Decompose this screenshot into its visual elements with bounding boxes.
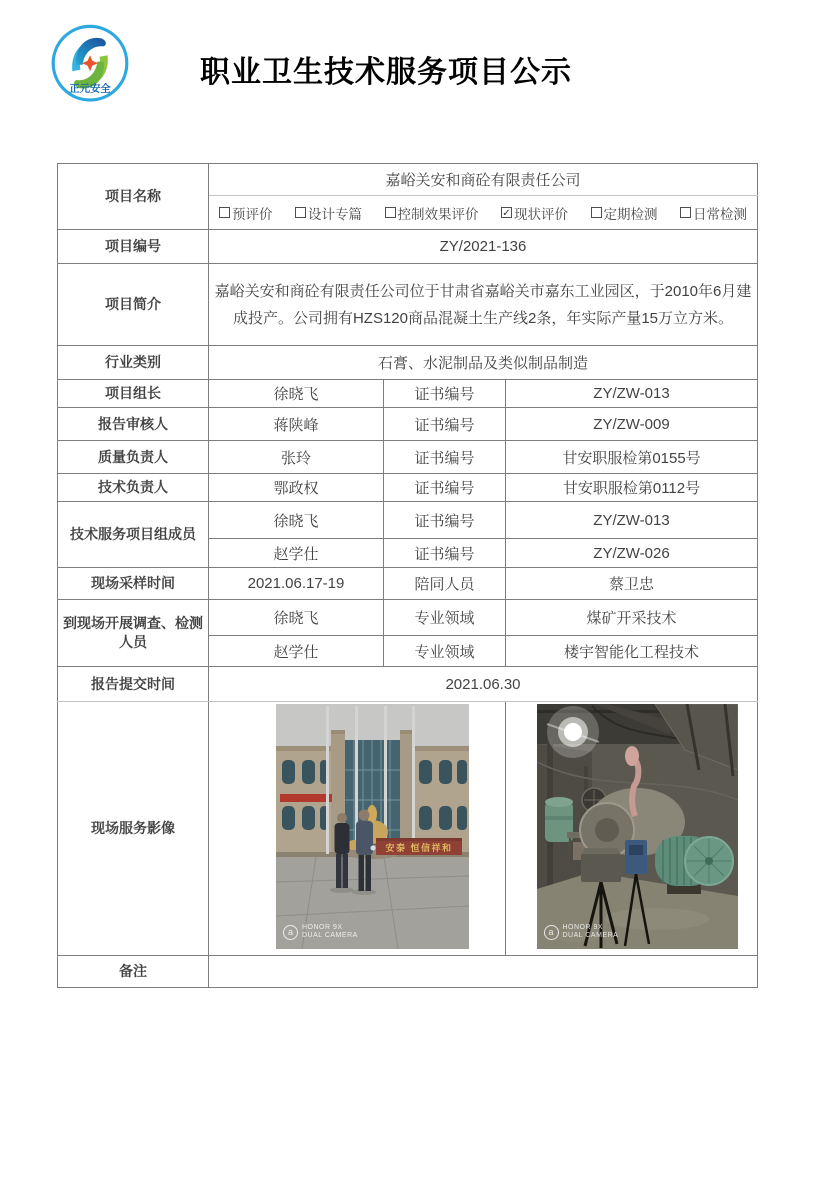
row-label-project-name: 项目名称 xyxy=(58,164,209,230)
team-member-cert: ZY/ZW-013 xyxy=(506,502,758,539)
investigator-name: 徐晓飞 xyxy=(209,600,384,636)
service-type-option xyxy=(295,203,362,223)
team-member-name: 徐晓飞 xyxy=(209,502,384,539)
project-no-value: ZY/2021-136 xyxy=(209,230,758,264)
project-intro-text: 嘉峪关安和商砼有限责任公司位于甘肃省嘉峪关市嘉东工业园区，于2010年6月建成投产。公司拥有HZS120商品混凝土生产线2条，年实际产量15万立方米。 xyxy=(209,264,758,346)
project-leader-cert: ZY/ZW-013 xyxy=(506,380,758,408)
project-info-table xyxy=(57,163,758,988)
watermark-line2: DUAL CAMERA xyxy=(562,932,619,939)
service-type-label: 预评价 xyxy=(232,206,273,222)
checkbox-icon xyxy=(385,207,396,218)
investigator-field: 煤矿开采技术 xyxy=(506,600,758,636)
industry-value: 石膏、水泥制品及类似制品制造 xyxy=(209,346,758,380)
company-logo xyxy=(50,21,130,115)
service-type-cell xyxy=(209,196,758,230)
companion-name: 蔡卫忠 xyxy=(506,568,758,600)
service-type-label: 现状评价 xyxy=(514,206,568,222)
row-label-tech-manager: 技术负责人 xyxy=(58,474,209,502)
row-label-investigators: 到现场开展调查、检测人员 xyxy=(58,600,209,667)
row-label-team: 技术服务项目组成员 xyxy=(58,502,209,568)
row-label-report-reviewer: 报告审核人 xyxy=(58,408,209,441)
company-name: 嘉峪关安和商砼有限责任公司 xyxy=(209,164,758,196)
service-type-label: 设计专篇 xyxy=(308,206,362,222)
page-title: 职业卫生技术服务项目公示 xyxy=(200,56,572,89)
row-label-project-leader: 项目组长 xyxy=(58,380,209,408)
checkbox-checked-icon: ✓ xyxy=(502,208,511,219)
tech-manager-name: 鄂政权 xyxy=(209,474,384,502)
watermark-line1: HONOR 9X xyxy=(562,924,604,931)
cert-no-label: 证书编号 xyxy=(384,474,506,502)
investigator-field: 楼宇智能化工程技术 xyxy=(506,636,758,667)
watermark-line2: DUAL CAMERA xyxy=(302,932,358,939)
site-photo-building xyxy=(276,704,469,949)
field-label: 专业领域 xyxy=(384,600,506,636)
project-leader-name: 徐晓飞 xyxy=(209,380,384,408)
cert-no-label: 证书编号 xyxy=(384,539,506,568)
tech-manager-cert: 甘安职服检第0112号 xyxy=(506,474,758,502)
photo-cell-right xyxy=(506,702,758,956)
photo-watermark xyxy=(283,924,358,940)
logo-text: 正元安全 xyxy=(69,84,111,95)
investigator-name: 赵学仕 xyxy=(209,636,384,667)
service-type-option xyxy=(501,203,568,223)
team-member-cert: ZY/ZW-026 xyxy=(506,539,758,568)
service-type-label: 日常检测 xyxy=(693,206,747,222)
checkbox-icon xyxy=(219,207,230,218)
row-label-remarks: 备注 xyxy=(58,956,209,988)
report-reviewer-name: 蒋陕峰 xyxy=(209,408,384,441)
row-label-project-intro: 项目简介 xyxy=(58,264,209,346)
row-label-quality-manager: 质量负责人 xyxy=(58,441,209,474)
photo-watermark xyxy=(544,924,619,940)
quality-manager-name: 张玲 xyxy=(209,441,384,474)
service-type-option xyxy=(591,203,658,223)
watermark-line1: HONOR 9X xyxy=(302,924,343,931)
honor-logo-icon: a xyxy=(283,925,298,940)
row-label-project-no: 项目编号 xyxy=(58,230,209,264)
cert-no-label: 证书编号 xyxy=(384,502,506,539)
checkbox-icon xyxy=(295,207,306,218)
cert-no-label: 证书编号 xyxy=(384,380,506,408)
service-type-option xyxy=(680,203,747,223)
checkbox-icon xyxy=(591,207,602,218)
service-type-label: 定期检测 xyxy=(603,206,658,222)
sampling-date: 2021.06.17-19 xyxy=(209,568,384,600)
report-date-value: 2021.06.30 xyxy=(209,667,758,702)
site-photo-equipment xyxy=(537,704,738,949)
service-type-checklist xyxy=(213,203,753,223)
service-type-option xyxy=(385,203,479,223)
quality-manager-cert: 甘安职服检第0155号 xyxy=(506,441,758,474)
row-label-industry: 行业类别 xyxy=(58,346,209,380)
companion-label: 陪同人员 xyxy=(384,568,506,600)
honor-logo-icon: a xyxy=(544,925,559,940)
report-reviewer-cert: ZY/ZW-009 xyxy=(506,408,758,441)
entrance-sign-text: 安泰 恒信祥和 xyxy=(385,843,453,853)
cert-no-label: 证书编号 xyxy=(384,441,506,474)
row-label-sampling-time: 现场采样时间 xyxy=(58,568,209,600)
photo-cell-left xyxy=(209,702,506,956)
field-label: 专业领域 xyxy=(384,636,506,667)
remarks-value xyxy=(209,956,758,988)
team-member-name: 赵学仕 xyxy=(209,539,384,568)
row-label-report-date: 报告提交时间 xyxy=(58,667,209,702)
row-label-photos: 现场服务影像 xyxy=(58,702,209,956)
cert-no-label: 证书编号 xyxy=(384,408,506,441)
checkbox-icon xyxy=(680,207,691,218)
service-type-label: 控制效果评价 xyxy=(397,206,479,222)
service-type-option xyxy=(219,203,273,223)
